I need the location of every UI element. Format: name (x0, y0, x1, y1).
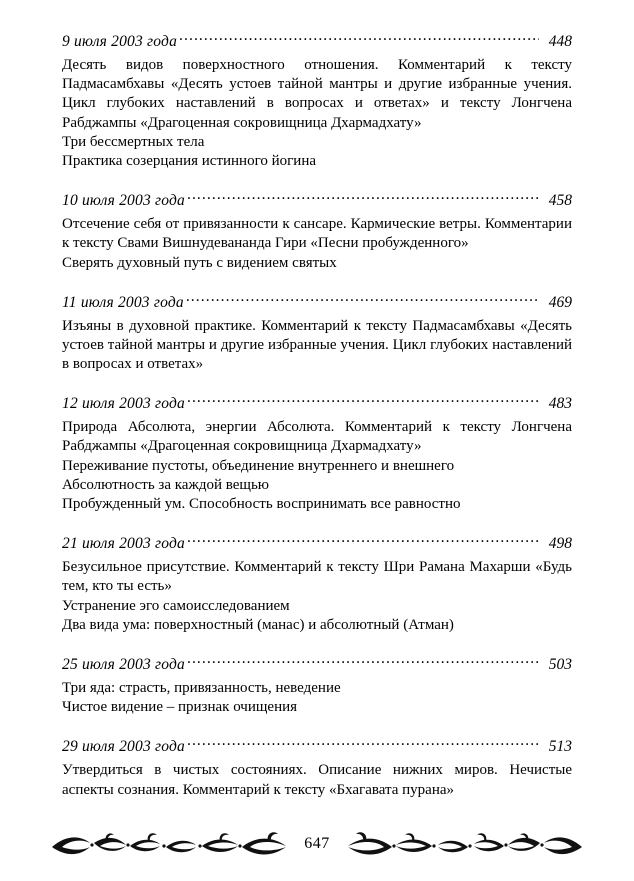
toc-entry-line: Безусильное присутствие. Комментарий к тексту Шри Рамана Махарши «Будь тем, кто ты есть» (62, 559, 572, 595)
toc-entry[interactable] (62, 291, 572, 375)
toc-entry-line: Переживание пустоты, объединение внутреннего и внешнего (62, 457, 455, 474)
toc-entry[interactable] (62, 189, 572, 273)
toc-entry-page: 458 (548, 192, 572, 210)
toc-entry-header (62, 735, 572, 756)
toc-entry-page: 483 (548, 395, 572, 413)
toc-list (62, 30, 572, 800)
toc-entry-line: Практика созерцания истинного йогина (62, 152, 317, 169)
toc-entry-date: 10 июля 2003 года (62, 192, 185, 210)
toc-entry[interactable] (62, 392, 572, 514)
toc-entry-line: Три бессмертных тела (62, 133, 205, 150)
toc-entry[interactable] (62, 30, 572, 171)
toc-entry-date: 25 июля 2003 года (62, 655, 185, 673)
toc-entry-line: Устранение эго самоисследованием (62, 597, 290, 614)
ornament-left-icon (44, 829, 294, 859)
dot-leader (187, 392, 539, 408)
toc-entry[interactable] (62, 532, 572, 635)
toc-entry-date: 29 июля 2003 года (62, 738, 185, 756)
ornament-right-icon (340, 829, 590, 859)
toc-entry-lines (62, 215, 572, 273)
page-footer (0, 829, 634, 859)
toc-entry-lines (62, 761, 572, 799)
toc-entry-lines (62, 317, 572, 375)
toc-entry-page: 448 (548, 33, 572, 50)
toc-entry-line: Утвердиться в чистых состояниях. Описание нижних миров. Нечистые аспекты сознания. Комментарий к тексту «Бхагавата пурана» (62, 762, 572, 798)
dot-leader (187, 735, 539, 751)
toc-entry-header (62, 30, 572, 51)
dot-leader (187, 189, 539, 205)
toc-entry-line: Отсечение себя от привязанности к сансаре. Кармические ветры. Комментарии к тексту Свами Вишнудевананда Гири «Песни пробужденного» (62, 216, 572, 252)
toc-entry-page: 503 (548, 655, 572, 673)
toc-entry-page: 498 (548, 535, 572, 553)
toc-entry-page: 469 (548, 293, 572, 311)
toc-entry-header (62, 653, 572, 674)
toc-entry-line: Пробужденный ум. Способность воспринимать все равностно (62, 496, 461, 512)
toc-entry-line: Десять видов поверхностного отношения. Комментарий к тексту Падмасамбхавы «Десять устоев тайной мантры и другие избранные учения. Цикл глубоких наставлений в вопросах и ответах» и тексту Лонгчена Рабджампы «Драгоценная сокровищница Дхармадхату» (62, 57, 572, 131)
toc-entry-header (62, 532, 572, 553)
toc-entry-header (62, 189, 572, 210)
toc-entry-header (62, 392, 572, 413)
toc-entry-line: Два вида ума: поверхностный (манас) и абсолютный (Атман) (62, 616, 454, 633)
dot-leader (187, 653, 539, 669)
toc-entry-lines (62, 56, 572, 171)
toc-entry[interactable] (62, 735, 572, 799)
toc-entry-date: 11 июля 2003 года (62, 293, 184, 311)
toc-entry-line: Природа Абсолюта, энергии Абсолюта. Комментарий к тексту Лонгчена Рабджампы «Драгоценная сокровищница Дхармадхату» (62, 419, 572, 455)
toc-entry-line: Чистое видение – признак очищения (62, 699, 298, 716)
toc-entry-header (62, 291, 572, 312)
toc-entry-line: Абсолютность за каждой вещью (62, 476, 269, 493)
page-number: 647 (304, 835, 330, 852)
toc-entry-date: 21 июля 2003 года (62, 535, 185, 553)
toc-entry-line: Сверять духовный путь с видением святых (62, 254, 337, 271)
toc-entry-page: 513 (548, 738, 572, 756)
dot-leader (186, 291, 539, 307)
toc-entry-lines (62, 679, 572, 717)
toc-entry-line: Изъяны в духовной практике. Комментарий к тексту Падмасамбхавы «Десять устоев тайной мантры и другие избранные учения. Цикл глубоких наставлений в вопросах и ответах» (62, 317, 572, 373)
toc-entry-date: 12 июля 2003 года (62, 395, 185, 413)
dot-leader (179, 30, 539, 46)
toc-entry-date: 9 июля 2003 года (62, 33, 178, 50)
toc-entry-line: Три яда: страсть, привязанность, неведение (62, 679, 341, 696)
toc-entry-lines (62, 558, 572, 635)
dot-leader (187, 532, 539, 548)
toc-entry-lines (62, 418, 572, 514)
toc-entry[interactable] (62, 653, 572, 717)
